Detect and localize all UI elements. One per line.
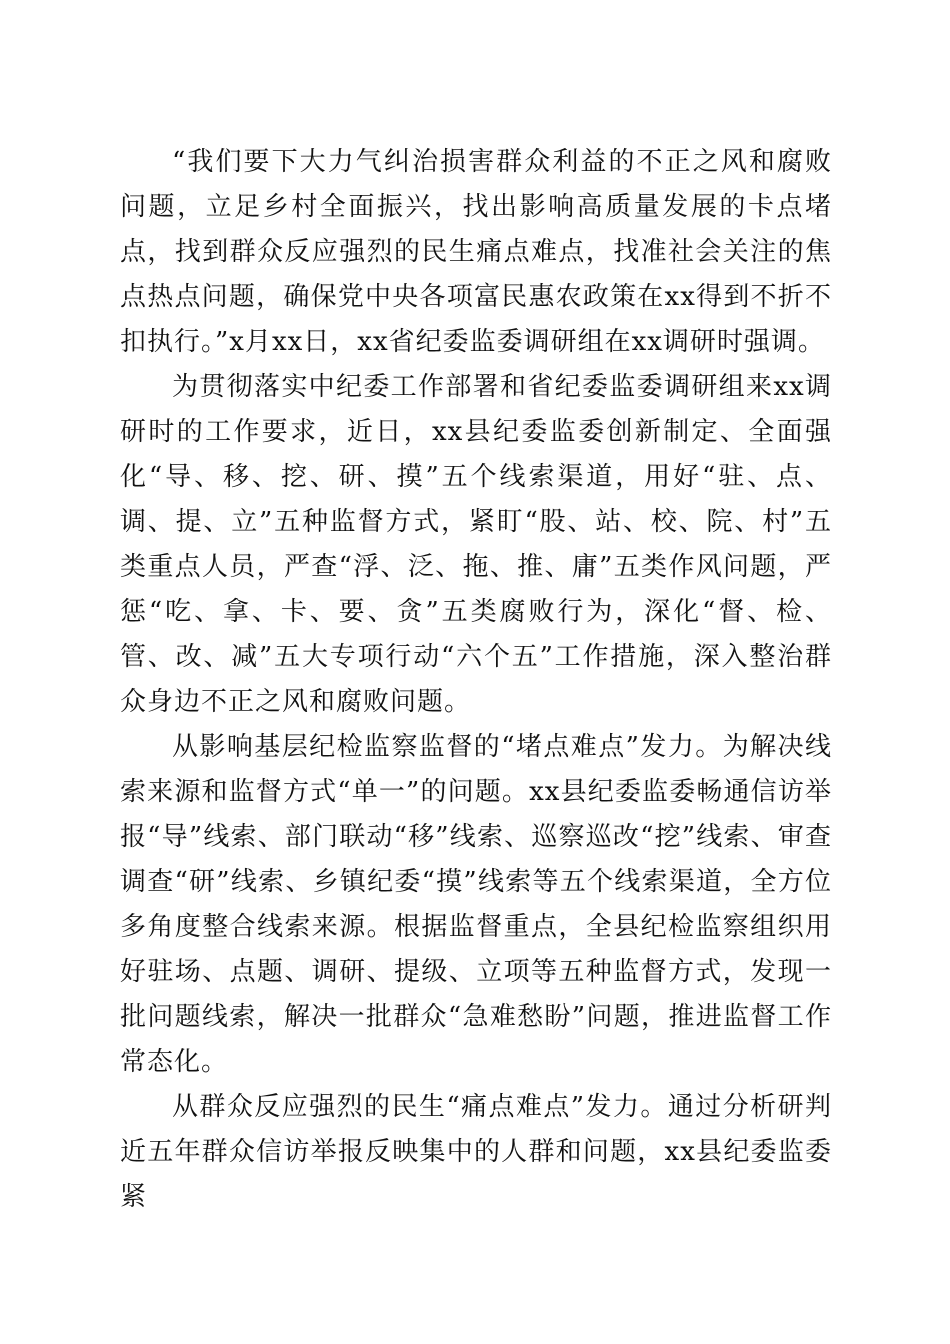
paragraph-3: 从影响基层纪检监察监督的“堵点难点”发力。为解决线索来源和监督方式“单一”的问题。xx县纪委监委畅通信访举报“导”线索、部门联动“移”线索、巡察巡改“挖”线索、审查调查“研”线索、乡镇纪委“摸”线索等五个线索渠道，全方位多角度整合线索来源。根据监督重点，全县纪检监察组织用好驻场、点题、调研、提级、立项等五种监督方式，发现一批问题线索，解决一批群众“急难愁盼”问题，推进监督工作常态化。 — [120, 732, 832, 1077]
paragraph-1: “我们要下大力气纠治损害群众利益的不正之风和腐败问题，立足乡村全面振兴，找出影响高质量发展的卡点堵点，找到群众反应强烈的民生痛点难点，找准社会关注的焦点热点问题，确保党中央各项富民惠农政策在xx得到不折不扣执行。”x月xx日，xx省纪委监委调研组在xx调研时强调。 — [120, 147, 832, 357]
document-body — [120, 140, 832, 1220]
paragraph-4: 从群众反应强烈的民生“痛点难点”发力。通过分析研判近五年群众信访举报反映集中的人群和问题，xx县纪委监委紧 — [120, 1092, 832, 1212]
paragraph-2: 为贯彻落实中纪委工作部署和省纪委监委调研组来xx调研时的工作要求，近日，xx县纪委监委创新制定、全面强化“导、移、挖、研、摸”五个线索渠道，用好“驻、点、调、提、立”五种监督方式，紧盯“股、站、校、院、村”五类重点人员，严查“浮、泛、拖、推、庸”五类作风问题，严惩“吃、拿、卡、要、贪”五类腐败行为，深化“督、检、管、改、减”五大专项行动“六个五”工作措施，深入整治群众身边不正之风和腐败问题。 — [120, 372, 832, 717]
